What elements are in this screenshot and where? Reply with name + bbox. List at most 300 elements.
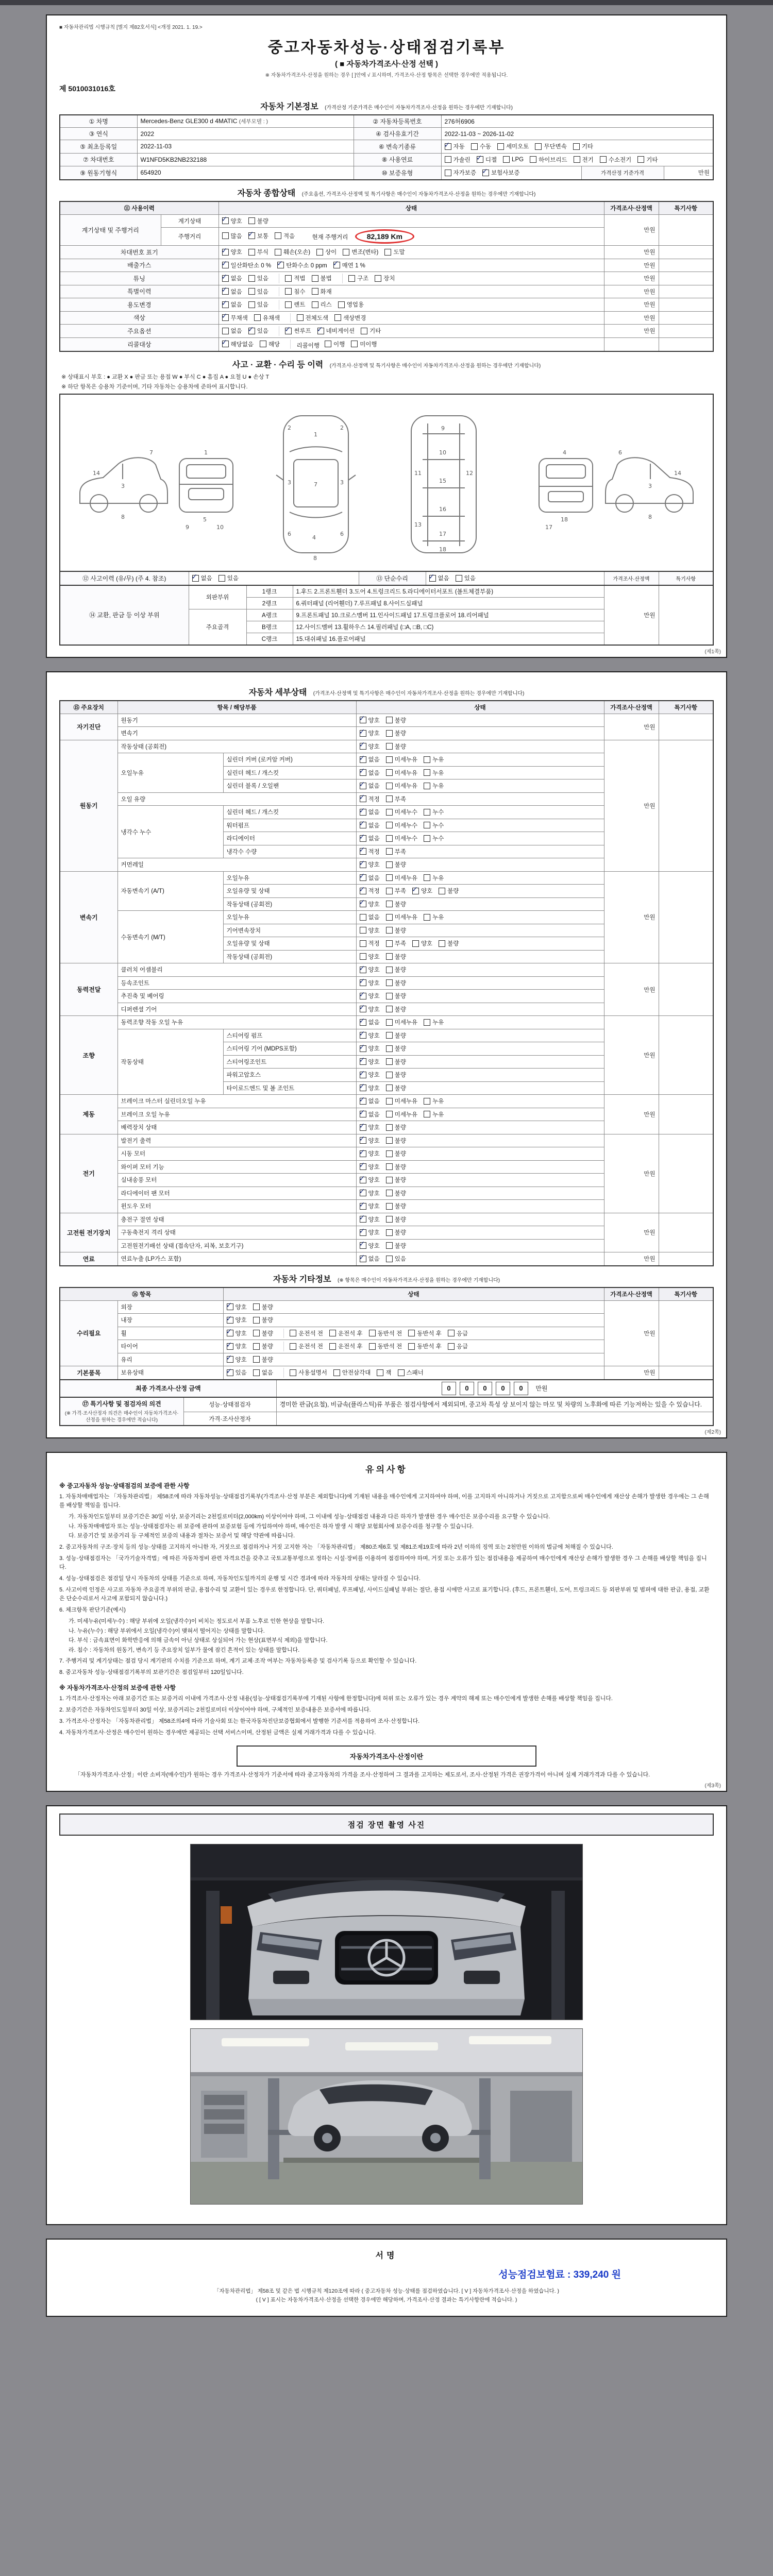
meter-state xyxy=(219,214,604,228)
checkbox-checked xyxy=(360,1163,366,1170)
checkbox-unchecked xyxy=(290,1369,296,1376)
checkbox-checked xyxy=(360,730,366,737)
basic-items-group: 기본품목 xyxy=(60,1366,117,1380)
checkbox-option[interactable] xyxy=(222,314,248,322)
checkbox-option[interactable] xyxy=(398,1368,424,1377)
checkbox-label: 양호 xyxy=(235,1330,247,1337)
item-label: 배력장치 상태 xyxy=(117,1121,356,1134)
checkbox-checked xyxy=(360,1150,366,1157)
checkbox-option[interactable] xyxy=(386,716,406,724)
svg-text:15: 15 xyxy=(439,478,446,484)
checkbox-option[interactable] xyxy=(192,574,212,582)
emission-state xyxy=(219,259,604,272)
checkbox-unchecked xyxy=(360,940,366,947)
checkbox-unchecked xyxy=(424,1111,430,1117)
section-accident xyxy=(59,358,714,370)
checkbox-option[interactable] xyxy=(456,574,476,582)
state-cell xyxy=(356,990,604,1003)
checkbox-option[interactable] xyxy=(386,965,406,974)
checkbox-option[interactable] xyxy=(285,287,305,296)
checkbox-option[interactable] xyxy=(360,992,380,1000)
checkbox-label: 없음 xyxy=(368,809,380,816)
checkbox-option[interactable] xyxy=(360,939,380,947)
checkbox-label: 양호 xyxy=(368,717,380,724)
checkbox-option[interactable] xyxy=(573,142,593,150)
checkbox-option[interactable] xyxy=(360,729,380,737)
checkbox-option[interactable] xyxy=(424,1110,444,1118)
note-cell xyxy=(659,1366,713,1380)
checkbox-option[interactable] xyxy=(360,913,380,921)
checkbox-option[interactable] xyxy=(448,1329,468,1337)
etc-info-table xyxy=(59,1287,714,1380)
checkbox-option[interactable] xyxy=(317,327,355,335)
note-cell xyxy=(659,1134,713,1213)
checkbox-option[interactable] xyxy=(386,1255,406,1263)
checkbox-option[interactable] xyxy=(574,156,594,164)
checkbox-label: 적음 xyxy=(283,233,295,240)
checkbox-label: 없음 xyxy=(230,302,242,308)
checkbox-option[interactable] xyxy=(222,300,242,309)
checkbox-option[interactable] xyxy=(253,1342,273,1350)
table-row xyxy=(60,140,713,154)
checkbox-checked xyxy=(360,769,366,776)
checkbox-option[interactable] xyxy=(477,156,497,164)
checkbox-option[interactable] xyxy=(248,327,268,335)
checkbox-option[interactable] xyxy=(325,340,345,348)
checkbox-option[interactable] xyxy=(360,1110,380,1118)
checkbox-option[interactable] xyxy=(445,168,476,177)
rankA-label: A랭크 xyxy=(246,609,293,621)
checkbox-option[interactable] xyxy=(386,1044,406,1053)
checkbox-option[interactable] xyxy=(360,1215,380,1224)
checkbox-unchecked xyxy=(312,288,318,295)
checkbox-option[interactable] xyxy=(361,327,381,335)
checkbox-unchecked xyxy=(248,275,255,282)
checkbox-option[interactable] xyxy=(329,1329,363,1337)
checkbox-option[interactable] xyxy=(253,1303,273,1311)
checkbox-option[interactable] xyxy=(386,1071,406,1079)
svg-text:6: 6 xyxy=(340,531,344,537)
checkbox-option[interactable] xyxy=(222,248,242,256)
checkbox-option[interactable] xyxy=(360,860,380,869)
checkbox-checked xyxy=(360,1229,366,1236)
checkbox-option[interactable] xyxy=(384,248,405,256)
checkbox-checked xyxy=(227,1343,233,1350)
checkbox-checked xyxy=(360,1058,366,1065)
checkbox-option[interactable] xyxy=(227,1368,247,1377)
checkbox-option[interactable] xyxy=(222,274,242,282)
checkbox-option[interactable] xyxy=(360,1084,380,1092)
checkbox-option[interactable] xyxy=(471,142,491,150)
svg-text:8: 8 xyxy=(121,514,125,520)
checkbox-option[interactable] xyxy=(386,795,406,803)
checkbox-unchecked xyxy=(253,1317,260,1324)
checkbox-option[interactable] xyxy=(439,887,459,895)
checkbox-option[interactable] xyxy=(386,1018,417,1026)
fuel-options xyxy=(441,153,713,166)
checkbox-option[interactable] xyxy=(360,834,380,842)
checkbox-option[interactable] xyxy=(369,1342,402,1350)
checkbox-option[interactable] xyxy=(360,1149,380,1158)
checkbox-option[interactable] xyxy=(386,939,406,947)
checkbox-option[interactable] xyxy=(360,1242,380,1250)
price-appraisal-definition-text: 「자동차가격조사·산정」이란 소비자(매수인)가 원하는 경우 가격조사·산정자가 기준서에 따라 중고자동차의 가격을 조사·산정하여 그 결과를 고지하는 제도로서, 조사·산정된 가격은 권장가격이 아니며 실제 거래가격과 다를 수 있습니다. xyxy=(75,1772,650,1778)
opinion-label-cell xyxy=(60,1397,183,1426)
checkbox-label: 불량 xyxy=(394,967,406,973)
checkbox-label: 전체도색 xyxy=(305,315,328,321)
checkbox-option[interactable] xyxy=(424,913,444,921)
checkbox-option[interactable] xyxy=(386,1189,406,1197)
checkbox-unchecked xyxy=(360,914,366,921)
checkbox-option[interactable] xyxy=(424,1097,444,1105)
checkbox-option[interactable] xyxy=(386,1149,406,1158)
state-cell xyxy=(356,1252,604,1266)
detail-row xyxy=(60,1213,713,1226)
checkbox-option[interactable] xyxy=(227,1303,247,1311)
checkbox-unchecked xyxy=(386,1203,393,1210)
checkbox-label: 없음 xyxy=(230,276,242,282)
checkbox-option[interactable] xyxy=(333,1368,371,1377)
checkbox-option[interactable] xyxy=(248,287,268,296)
svg-text:7: 7 xyxy=(314,481,317,488)
checkbox-unchecked xyxy=(386,901,393,907)
checkbox-option[interactable] xyxy=(360,1176,380,1184)
checkbox-label: 불량 xyxy=(261,1344,273,1350)
checkbox-option[interactable] xyxy=(227,1329,247,1337)
checkbox-label: 적정 xyxy=(368,796,380,803)
checkbox-option[interactable] xyxy=(408,1329,442,1337)
checkbox-checked xyxy=(412,888,419,894)
checkbox-option[interactable] xyxy=(360,769,380,777)
section-detail-note: (가격조사·산정액 및 특기사항은 매수인이 자동차가격조사·산정을 원하는 경우에만 기재합니다) xyxy=(313,690,525,697)
checkbox-label: 불량 xyxy=(394,1138,406,1144)
checkbox-option[interactable] xyxy=(351,340,377,348)
svg-text:9: 9 xyxy=(441,425,445,432)
checkbox-option[interactable] xyxy=(329,1342,363,1350)
state-cell xyxy=(356,819,604,832)
checkbox-option[interactable] xyxy=(424,755,444,764)
checkbox-label: 양호 xyxy=(421,941,433,947)
checkbox-option[interactable] xyxy=(497,142,529,150)
col-state: 상태 xyxy=(356,701,604,714)
checkbox-option[interactable] xyxy=(219,574,239,582)
checkbox-option[interactable] xyxy=(227,1355,247,1364)
checkbox-option[interactable] xyxy=(360,1097,380,1105)
checkbox-option[interactable] xyxy=(429,574,449,582)
checkbox-label: 영업용 xyxy=(346,302,364,308)
checkbox-option[interactable] xyxy=(424,834,444,842)
checkbox-option[interactable] xyxy=(503,156,524,163)
checkbox-option[interactable] xyxy=(386,992,406,1000)
checkbox-option[interactable] xyxy=(360,795,380,803)
checkbox-option[interactable] xyxy=(222,327,242,335)
checkbox-option[interactable] xyxy=(290,1368,327,1377)
checkbox-option[interactable] xyxy=(360,1137,380,1145)
checkbox-unchecked xyxy=(408,1343,415,1350)
item-label: 추진축 및 베어링 xyxy=(117,990,356,1003)
notice-title: 유의사항 xyxy=(365,1465,408,1475)
checkbox-option[interactable] xyxy=(386,874,417,882)
checkbox-option[interactable] xyxy=(386,1110,417,1118)
checkbox-unchecked xyxy=(325,341,331,347)
checkbox-option[interactable] xyxy=(360,1005,380,1013)
checkbox-unchecked xyxy=(386,1137,393,1144)
checkbox-option[interactable] xyxy=(360,1044,380,1053)
checkbox-option[interactable] xyxy=(600,156,631,164)
checkbox-option[interactable] xyxy=(439,939,459,947)
insurance-fee-value: 339,240 원 xyxy=(573,2269,621,2281)
checkbox-option[interactable] xyxy=(424,1018,444,1026)
checkbox-option[interactable] xyxy=(386,1097,417,1105)
checkbox-option[interactable] xyxy=(386,729,406,737)
checkbox-option[interactable] xyxy=(530,156,567,164)
tire-options xyxy=(227,1342,284,1351)
checkbox-option[interactable] xyxy=(386,1176,406,1184)
checkbox-option[interactable] xyxy=(360,1071,380,1079)
price-cell: 만원 xyxy=(604,1095,659,1134)
checkbox-option[interactable] xyxy=(386,742,406,751)
checkbox-option[interactable] xyxy=(424,782,444,790)
checkbox-option[interactable] xyxy=(334,314,366,322)
checkbox-option[interactable] xyxy=(386,782,417,790)
svg-text:4: 4 xyxy=(563,449,566,456)
checkbox-option[interactable] xyxy=(248,274,268,282)
checkbox-option[interactable] xyxy=(360,1018,380,1026)
car-front-view xyxy=(179,449,233,531)
checkbox-option[interactable] xyxy=(360,965,380,974)
checkbox-option[interactable] xyxy=(424,874,444,882)
checkbox-option[interactable] xyxy=(386,913,417,921)
checkbox-option[interactable] xyxy=(424,808,444,816)
checkbox-option[interactable] xyxy=(377,1368,391,1377)
checkbox-option[interactable] xyxy=(253,1316,273,1324)
checkbox-label: 부족 xyxy=(394,796,406,803)
checkbox-option[interactable] xyxy=(285,327,311,335)
checkbox-option[interactable] xyxy=(637,156,658,164)
device-group-label: 제동 xyxy=(60,1095,117,1134)
checkbox-option[interactable] xyxy=(333,261,365,269)
car-submodel: (세부모델 : ) xyxy=(239,118,268,125)
checkbox-unchecked xyxy=(343,249,349,256)
checkbox-checked xyxy=(360,1137,366,1144)
checkbox-label: 양호 xyxy=(235,1317,247,1324)
keep-state-label: 보유상태 xyxy=(117,1366,223,1380)
checkbox-option[interactable] xyxy=(360,716,380,724)
checkbox-option[interactable] xyxy=(424,769,444,777)
checkbox-label: 양호 xyxy=(368,927,380,934)
checkbox-option[interactable] xyxy=(316,248,337,256)
checkbox-unchecked xyxy=(386,1177,393,1183)
final-price-label: 최종 가격조사·산정 금액 xyxy=(60,1380,276,1397)
checkbox-option[interactable] xyxy=(408,1342,442,1350)
subitem-label: 라디에이터 xyxy=(223,832,356,845)
checkbox-label: 미세누유 xyxy=(394,1098,418,1105)
checkbox-option[interactable] xyxy=(375,274,395,282)
checkbox-label: 세미오토 xyxy=(506,144,529,150)
checkbox-option[interactable] xyxy=(360,1189,380,1197)
checkbox-option[interactable] xyxy=(222,232,242,240)
checkbox-option[interactable] xyxy=(386,1137,406,1145)
checkbox-option[interactable] xyxy=(386,1215,406,1224)
checkbox-label: 동반석 전 xyxy=(377,1344,402,1350)
checkbox-option[interactable] xyxy=(248,232,268,240)
checkbox-option[interactable] xyxy=(360,1228,380,1236)
checkbox-option[interactable] xyxy=(360,808,380,816)
checkbox-option[interactable] xyxy=(448,1342,468,1350)
checkbox-checked xyxy=(445,143,451,150)
checkbox-label: 적정 xyxy=(368,849,380,855)
price-digit: 0 xyxy=(442,1382,456,1395)
checkbox-option[interactable] xyxy=(386,887,406,895)
checkbox-option[interactable] xyxy=(275,248,310,256)
checkbox-checked xyxy=(227,1303,233,1310)
checkbox-option[interactable] xyxy=(360,755,380,764)
checkbox-option[interactable] xyxy=(227,1342,247,1350)
checkbox-option[interactable] xyxy=(253,1355,273,1364)
checkbox-option[interactable] xyxy=(386,1123,406,1131)
checkbox-option[interactable] xyxy=(297,314,328,322)
checkbox-option[interactable] xyxy=(386,848,406,856)
checkbox-unchecked xyxy=(369,1343,376,1350)
checkbox-unchecked xyxy=(386,1242,393,1249)
checkbox-option[interactable] xyxy=(222,340,254,348)
checkbox-label: 없음 xyxy=(230,328,242,334)
checkbox-option[interactable] xyxy=(386,860,406,869)
device-group-label: 조향 xyxy=(60,1016,117,1095)
final-price-value xyxy=(276,1380,713,1397)
svg-text:10: 10 xyxy=(216,524,224,531)
checkbox-option[interactable] xyxy=(253,1329,273,1337)
checkbox-option[interactable] xyxy=(445,142,465,150)
note-cell xyxy=(659,1016,713,1095)
checkbox-option[interactable] xyxy=(386,769,417,777)
year-label: ③ 연식 xyxy=(60,128,137,140)
checkbox-label: 가솔린 xyxy=(453,157,470,163)
checkbox-option[interactable] xyxy=(386,1202,406,1210)
checkbox-option[interactable] xyxy=(360,1031,380,1040)
checkbox-option[interactable] xyxy=(360,821,380,829)
checkbox-option[interactable] xyxy=(386,808,417,816)
checkbox-option[interactable] xyxy=(386,1084,406,1092)
checkbox-checked xyxy=(360,874,366,881)
checkbox-option[interactable] xyxy=(360,887,380,895)
checkbox-option[interactable] xyxy=(338,300,364,309)
checkbox-option[interactable] xyxy=(222,261,272,269)
checkbox-option[interactable] xyxy=(312,287,332,296)
checkbox-option[interactable] xyxy=(445,156,470,164)
checkbox-option[interactable] xyxy=(253,1368,273,1377)
state-cell xyxy=(356,1147,604,1161)
checkbox-option[interactable] xyxy=(360,874,380,882)
checkbox-option[interactable] xyxy=(290,1329,323,1337)
checkbox-label: 불량 xyxy=(394,1190,406,1197)
section-detail xyxy=(59,686,714,698)
checkbox-option[interactable] xyxy=(386,1163,406,1171)
checkbox-option[interactable] xyxy=(360,1255,380,1263)
checkbox-unchecked xyxy=(386,822,393,828)
checkbox-option[interactable] xyxy=(386,834,417,842)
checkbox-label: 불량 xyxy=(394,1243,406,1249)
checkbox-option[interactable] xyxy=(312,300,332,309)
checkbox-option[interactable] xyxy=(386,1228,406,1236)
note-cell xyxy=(659,1300,713,1366)
checkbox-option[interactable] xyxy=(360,848,380,856)
subitem-label: 오일누유 xyxy=(223,871,356,885)
rankB-label: B랭크 xyxy=(246,621,293,633)
table-row-options xyxy=(60,325,713,338)
checkbox-option[interactable] xyxy=(275,232,295,240)
checkbox-option[interactable] xyxy=(386,953,406,961)
checkbox-option[interactable] xyxy=(277,261,327,269)
checkbox-option[interactable] xyxy=(260,340,280,348)
checkbox-option[interactable] xyxy=(360,1202,380,1210)
checkbox-option[interactable] xyxy=(290,1342,323,1350)
item-label: 오일 유량 xyxy=(117,792,356,806)
checkbox-option[interactable] xyxy=(386,1005,406,1013)
item-label: 수동변속기 (M/T) xyxy=(117,911,223,963)
checkbox-checked xyxy=(360,848,366,855)
checkbox-option[interactable] xyxy=(360,900,380,908)
checkbox-option[interactable] xyxy=(343,248,378,256)
svg-text:1: 1 xyxy=(204,449,208,456)
checkbox-option[interactable] xyxy=(360,1123,380,1131)
checkbox-option[interactable] xyxy=(535,142,566,150)
checkbox-option[interactable] xyxy=(386,821,417,829)
checkbox-option[interactable] xyxy=(360,1163,380,1171)
checkbox-option[interactable] xyxy=(386,900,406,908)
checkbox-option[interactable] xyxy=(254,314,280,322)
checkbox-option[interactable] xyxy=(386,1031,406,1040)
checkbox-option[interactable] xyxy=(227,1316,247,1324)
checkbox-option[interactable] xyxy=(386,926,406,935)
checkbox-option[interactable] xyxy=(482,168,520,177)
checkbox-option[interactable] xyxy=(248,248,268,256)
checkbox-option[interactable] xyxy=(360,926,380,935)
checkbox-option[interactable] xyxy=(386,755,417,764)
state-cell xyxy=(356,727,604,740)
checkbox-option[interactable] xyxy=(248,217,268,225)
checkbox-option[interactable] xyxy=(285,274,305,282)
checkbox-option[interactable] xyxy=(424,821,444,829)
checkbox-option[interactable] xyxy=(386,1242,406,1250)
checkbox-option[interactable] xyxy=(360,742,380,751)
checkbox-option[interactable] xyxy=(412,887,432,895)
checkbox-option[interactable] xyxy=(412,939,432,947)
checkbox-option[interactable] xyxy=(369,1329,402,1337)
checkbox-unchecked xyxy=(248,249,255,256)
checkbox-option[interactable] xyxy=(386,1058,406,1066)
checkbox-option[interactable] xyxy=(360,979,380,987)
checkbox-checked xyxy=(360,1216,366,1223)
checkbox-option[interactable] xyxy=(222,287,242,296)
checkbox-option[interactable] xyxy=(386,979,406,987)
price-cell: 만원 xyxy=(604,259,659,272)
checkbox-option[interactable] xyxy=(312,274,332,282)
checkbox-option[interactable] xyxy=(360,782,380,790)
checkbox-option[interactable] xyxy=(360,1058,380,1066)
opinion-table xyxy=(59,1397,714,1427)
checkbox-checked xyxy=(360,1045,366,1052)
checkbox-option[interactable] xyxy=(222,217,242,225)
checkbox-checked xyxy=(360,901,366,907)
checkbox-option[interactable] xyxy=(248,300,268,309)
item-label: 윈도우 모터 xyxy=(117,1200,356,1213)
checkbox-option[interactable] xyxy=(360,953,380,961)
checkbox-option[interactable] xyxy=(285,300,305,309)
price-cell: 만원 xyxy=(604,871,659,963)
checkbox-label: 양호 xyxy=(368,1006,380,1013)
checkbox-option[interactable] xyxy=(348,274,368,282)
